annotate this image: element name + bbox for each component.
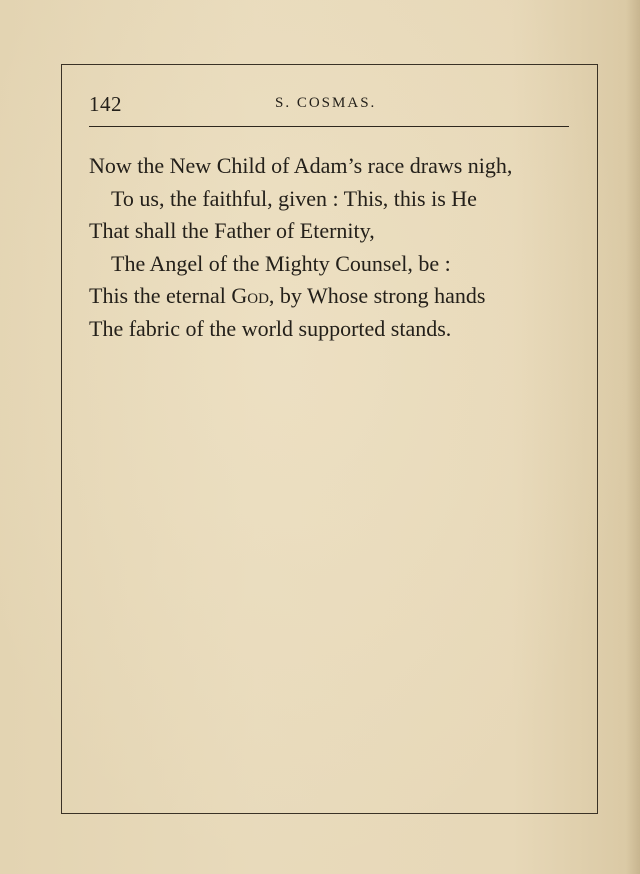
poem-line-5 [89, 280, 589, 313]
poem-line-3: That shall the Father of Eternity, [89, 218, 375, 243]
poem-line-4: The Angel of the Mighty Counsel, be : [111, 250, 451, 276]
poem-line-5-smallcaps: God [231, 283, 269, 308]
poem-line-5-end: , by Whose strong hands [268, 283, 486, 308]
poem-line-1: Now the New Child of Adam’s race draws nigh, [89, 153, 513, 178]
header-rule [89, 126, 569, 127]
page-edge-shadow [626, 0, 640, 874]
poem-line-2: To us, the faithful, given : This, this is He [111, 185, 477, 211]
running-head: S. COSMAS. [275, 95, 377, 111]
page-number: 142 [89, 92, 122, 116]
page-header [89, 92, 569, 122]
poem-line-6: The fabric of the world supported stands. [89, 315, 452, 341]
poem-line-5-start: This the eternal [89, 283, 232, 308]
poem-stanza [89, 150, 589, 345]
